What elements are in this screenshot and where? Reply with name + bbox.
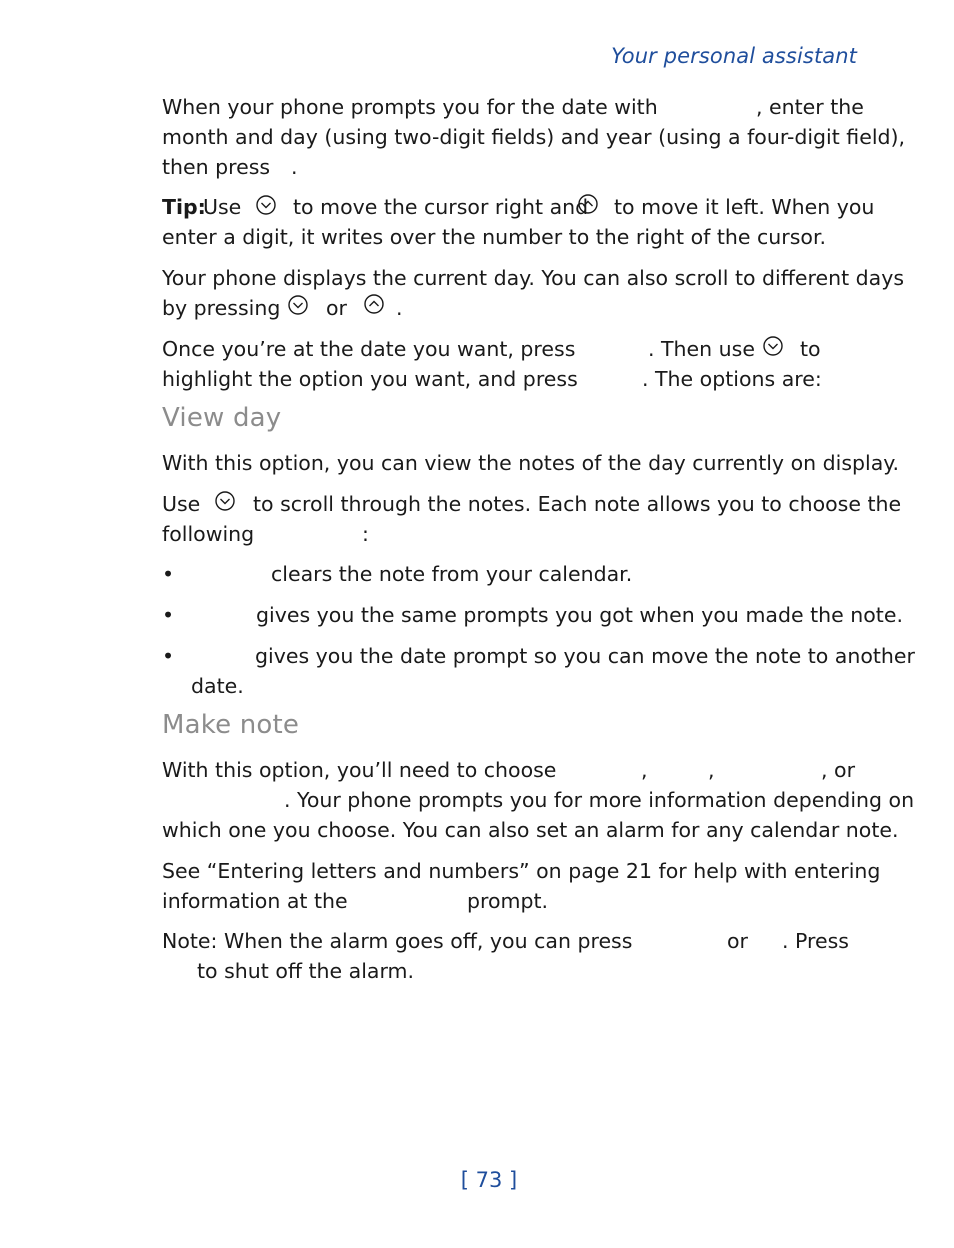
text: enter a digit, it writes over the number to the right of the cursor. [162,225,827,249]
text: date. [191,674,244,698]
paragraph-view-day [162,448,900,478]
text: or [326,296,347,320]
scroll-up-icon [577,193,599,215]
text: Use [162,492,201,516]
text: following [162,522,255,546]
text: , enter the [756,95,864,119]
text: Note: When the alarm goes off, you can press [162,929,633,953]
text: With this option, you can view the notes of the day currently on display. [162,451,900,475]
scroll-down-icon [762,335,784,357]
text: by pressing [162,296,281,320]
page-number: [ 73 ] [460,1168,518,1192]
bullet-item [162,600,903,630]
text: month and day (using two-digit fields) and year (using a four-digit field), [162,125,906,149]
bullet-item [162,641,915,701]
text: , [708,758,715,782]
text: or [727,929,748,953]
text: information at the [162,889,348,913]
text: clears the note from your calendar. [271,562,633,586]
text: to [800,337,821,361]
text: . [396,296,403,320]
text: Your phone displays the current day. You can also scroll to different days [162,266,905,290]
text: : [362,522,369,546]
text: Once you’re at the date you want, press [162,337,576,361]
paragraph-date-prompt [162,92,906,182]
text: to scroll through the notes. Each note allows you to choose the [253,492,902,516]
bullet-dot: • [162,562,175,586]
text: With this option, you’ll need to choose [162,758,557,782]
scroll-up-icon [363,293,385,315]
bullet-dot: • [162,603,175,627]
paragraph-options [162,334,854,394]
text: . The options are: [642,367,822,391]
text: gives you the same prompts you got when you made the note. [256,603,903,627]
text: , or [821,758,856,782]
text: When your phone prompts you for the date with [162,95,658,119]
text: . Your phone prompts you for more information depending on [284,788,915,812]
scroll-down-icon [287,294,309,316]
text: then press [162,155,271,179]
text: Use [203,195,242,219]
text: prompt. [467,889,549,913]
text: gives you the date prompt so you can move the note to another [255,644,915,668]
text: highlight the option you want, and press [162,367,578,391]
section-heading-view-day: View day [162,403,282,433]
text: to move the cursor right and [293,195,589,219]
text: to move it left. When you [614,195,875,219]
text: . Press [782,929,849,953]
scroll-down-icon [255,194,277,216]
section-heading-make-note: Make note [162,710,300,740]
paragraph-alarm-note [162,926,854,986]
paragraph-current-day [162,263,905,323]
paragraph-make-note [162,755,915,845]
text: , [641,758,648,782]
text: to shut off the alarm. [197,959,415,983]
text: which one you choose. You can also set an alarm for any calendar note. [162,818,899,842]
text: See “Entering letters and numbers” on page 21 for help with entering [162,859,881,883]
bullet-dot: • [162,644,175,668]
scroll-down-icon [214,490,236,512]
paragraph-scroll-notes [162,489,902,549]
bullet-item [162,559,854,589]
running-header: Your personal assistant [611,44,857,68]
text: . Then use [648,337,755,361]
tip-label: Tip: [162,195,206,219]
text: . [291,155,298,179]
paragraph-see-entering [162,856,881,916]
